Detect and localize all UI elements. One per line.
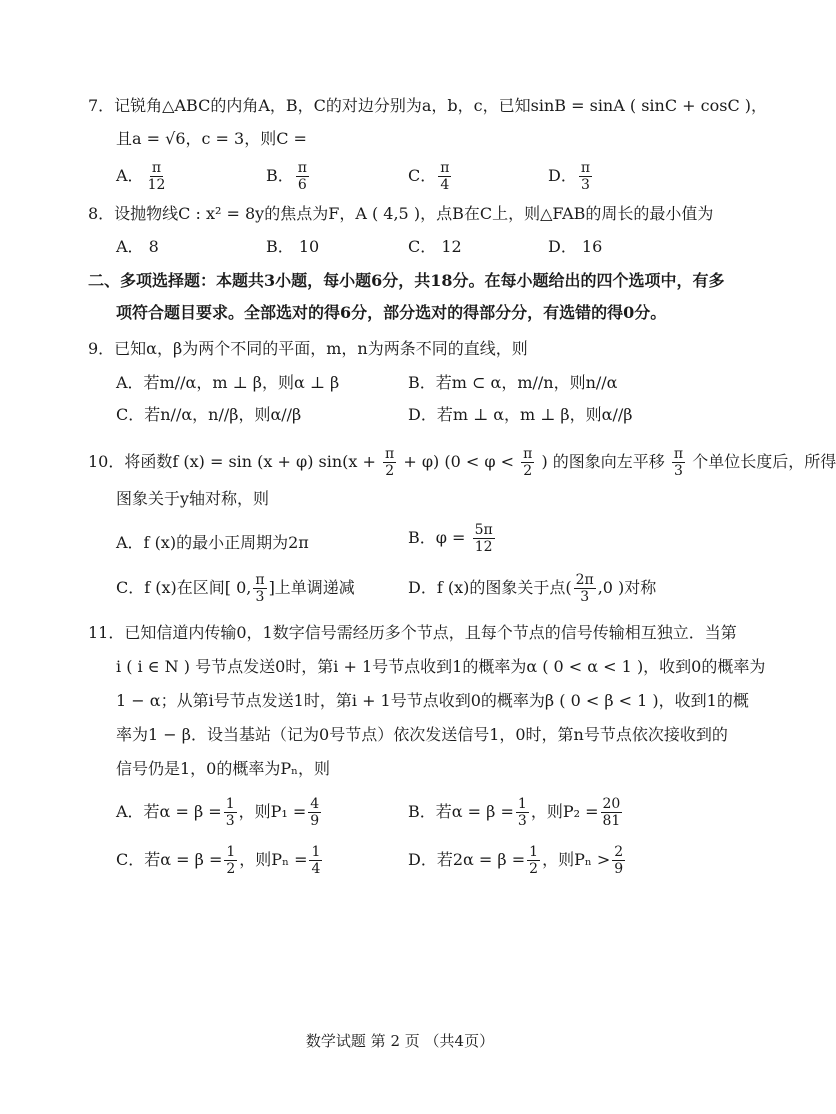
fraction	[579, 160, 592, 193]
q7-option-d	[548, 160, 594, 193]
numerator: 2π	[575, 572, 594, 588]
q10-text: ) 的图象向左平移	[541, 452, 665, 471]
q11-stem-line3: 1 − α；从第i号节点发送1时，第i + 1号节点收到0的概率为β ( 0 < β < 1 )，收到1的概	[116, 691, 749, 710]
option-text: B．φ =	[408, 528, 466, 547]
q9-option-d: D．若m ⊥ α，m ⊥ β，则α//β	[408, 405, 633, 424]
q8-option-a: A． 8	[116, 237, 159, 256]
q8-option-d: D． 16	[548, 237, 603, 256]
denominator: 3	[225, 813, 235, 829]
q11-option-d	[408, 844, 627, 877]
q11-stem-line2: i ( i ∈ N ) 号节点发送0时，第i + 1号节点收到1的概率为α ( 0 < α < 1 )，收到0的概率为	[116, 657, 766, 676]
numerator: 4	[310, 796, 320, 812]
q10-option-b	[408, 522, 497, 555]
option-text: ，则Pₙ =	[239, 850, 308, 869]
fraction	[438, 160, 451, 193]
numerator: π	[440, 160, 450, 176]
denominator: 3	[255, 589, 265, 605]
q9-option-c: C．若n//α，n//β，则α//β	[116, 405, 302, 424]
fraction	[296, 160, 309, 193]
fraction	[309, 844, 322, 877]
q11-stem-line4: 率为1 − β．设当基站（记为0号节点）依次发送信号1，0时，第n号节点依次接收到的	[116, 725, 728, 744]
page-footer: 数学试题 第 2 页 （共4页）	[305, 1032, 495, 1050]
denominator: 3	[674, 463, 683, 479]
fraction	[308, 796, 321, 829]
q8-option-b: B． 10	[266, 237, 320, 256]
q8-stem: 8．设抛物线C : x² = 8y的焦点为F，A ( 4,5 )，点B在C上，则△FAB的周长的最小值为	[88, 204, 714, 223]
numerator: π	[580, 160, 591, 176]
numerator: 2	[614, 844, 624, 860]
q10-text: + φ) (0 < φ <	[403, 452, 515, 471]
fraction	[253, 572, 266, 605]
q7-option-c	[408, 160, 453, 193]
denominator: 2	[529, 861, 539, 877]
denominator: 4	[311, 861, 321, 877]
option-text: A．若α = β =	[116, 802, 222, 821]
numerator: π	[255, 572, 265, 588]
option-text: ]上单调递减	[268, 578, 355, 597]
denominator: 3	[517, 813, 527, 829]
numerator: π	[385, 446, 395, 462]
denominator: 6	[297, 177, 307, 193]
denominator: 2	[226, 861, 236, 877]
q8-option-c: C． 12	[408, 237, 462, 256]
denominator: 4	[440, 177, 450, 193]
q11-stem-line1: 11．已知信道内传输0，1数字信号需经历多个节点，且每个节点的信号传输相互独立．当第	[88, 623, 737, 642]
option-label: D．	[548, 166, 577, 185]
option-text: D．f (x)的图象关于点(	[408, 578, 572, 597]
fraction	[601, 796, 623, 829]
option-text: C．若α = β =	[116, 850, 223, 869]
numerator: 1	[529, 844, 539, 860]
denominator: 81	[602, 813, 621, 829]
section2-heading-line1: 二、多项选择题：本题共3小题，每小题6分，共18分。在每小题给出的四个选项中，有多	[88, 271, 725, 290]
q9-stem: 9．已知α，β为两个不同的平面，m，n为两条不同的直线，则	[88, 339, 528, 358]
option-text: C．f (x)在区间[ 0,	[116, 578, 252, 597]
option-text: ,0 )对称	[597, 578, 657, 597]
fraction	[224, 796, 237, 829]
q11-option-a	[116, 796, 323, 829]
denominator: 12	[474, 539, 493, 555]
q7-option-b	[266, 160, 311, 193]
denominator: 9	[614, 861, 624, 877]
denominator: 9	[310, 813, 320, 829]
fraction	[574, 572, 596, 605]
denominator: 12	[147, 177, 166, 193]
fraction	[672, 446, 685, 479]
fraction	[521, 446, 534, 479]
denominator: 2	[385, 463, 395, 479]
fraction	[612, 844, 625, 877]
q11-option-b	[408, 796, 624, 829]
numerator: 1	[226, 844, 236, 860]
q10-option-c	[116, 572, 355, 605]
q9-option-a: A．若m//α，m ⊥ β，则α ⊥ β	[116, 373, 340, 392]
denominator: 2	[523, 463, 533, 479]
numerator: 1	[311, 844, 321, 860]
option-label: B．	[266, 166, 294, 185]
numerator: 20	[602, 796, 621, 812]
numerator: 1	[517, 796, 527, 812]
fraction	[224, 844, 237, 877]
q9-option-b: B．若m ⊂ α，m//n，则n//α	[408, 373, 618, 392]
q10-text: 个单位长度后，所得	[692, 452, 836, 471]
denominator: 3	[580, 177, 590, 193]
q7-stem-line2: 且a = √6，c = 3，则C =	[116, 129, 307, 148]
q11-stem-line5: 信号仍是1，0的概率为Pₙ，则	[116, 759, 331, 778]
option-text: ，则P₁ =	[238, 802, 307, 821]
numerator: π	[151, 160, 162, 176]
q10-stem-line1	[88, 446, 836, 479]
q10-stem-line2: 图象关于y轴对称，则	[116, 489, 270, 508]
numerator: 5π	[474, 522, 493, 538]
fraction	[473, 522, 495, 555]
option-label: C．	[408, 166, 437, 185]
numerator: π	[673, 446, 684, 462]
q10-option-d	[408, 572, 656, 605]
q11-option-c	[116, 844, 324, 877]
fraction	[383, 446, 396, 479]
fraction	[527, 844, 540, 877]
numerator: 1	[225, 796, 235, 812]
q10-option-a: A．f (x)的最小正周期为2π	[116, 533, 309, 552]
section2-heading-line2: 项符合题目要求。全部选对的得6分，部分选对的得部分分，有选错的得0分。	[116, 303, 667, 322]
q10-text: 10．将函数f (x) = sin (x + φ) sin(x +	[88, 452, 376, 471]
option-text: ，则P₂ =	[530, 802, 599, 821]
q7-stem-line1: 7．记锐角△ABC的内角A，B，C的对边分别为a，b，c，已知sinB = sinA ( sinC + cosC )，	[88, 96, 768, 115]
fraction	[516, 796, 529, 829]
numerator: π	[297, 160, 307, 176]
q7-option-a	[116, 160, 169, 193]
option-text: D．若2α = β =	[408, 850, 526, 869]
numerator: π	[523, 446, 533, 462]
denominator: 3	[580, 589, 590, 605]
fraction	[146, 160, 168, 193]
option-label: A．	[116, 166, 144, 185]
option-text: ，则Pₙ >	[542, 850, 611, 869]
option-text: B．若α = β =	[408, 802, 514, 821]
